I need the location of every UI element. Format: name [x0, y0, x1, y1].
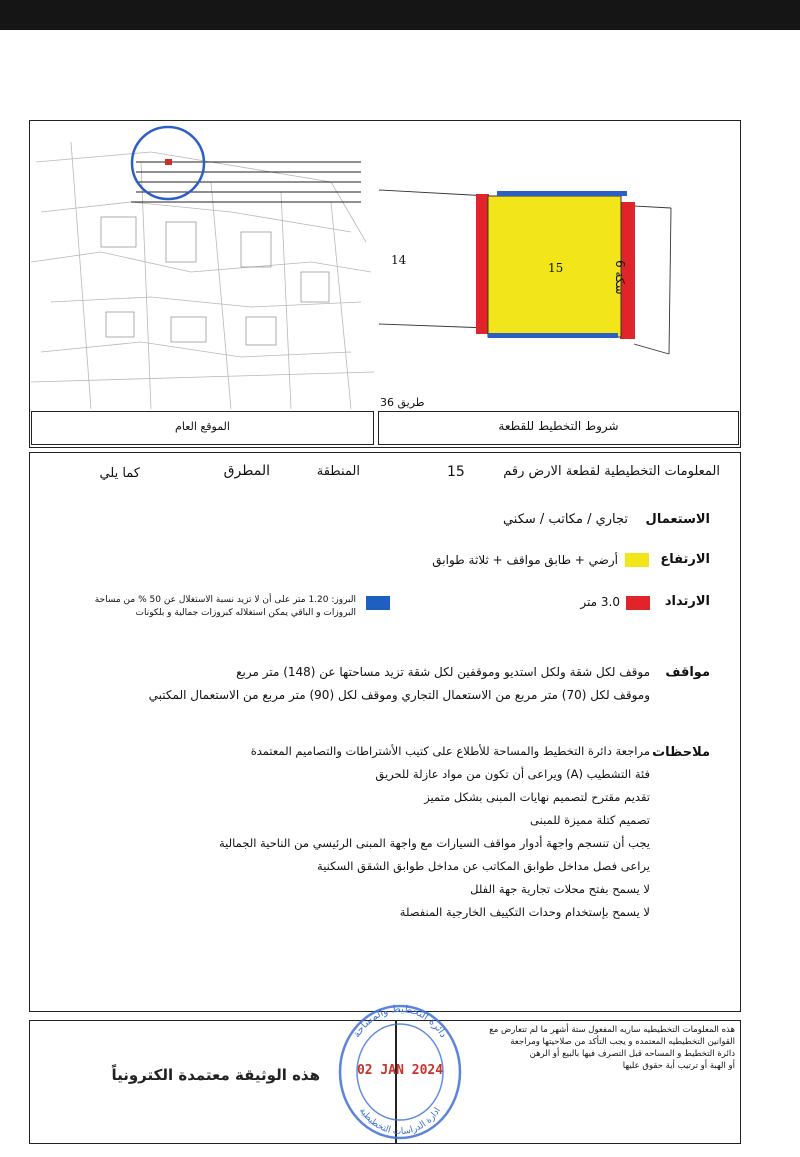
note-item: لا يسمح بإستخدام وحدات التكييف الخارجية المنفصلة: [399, 905, 650, 919]
height-swatch: [625, 553, 649, 567]
setback-label: الارتداد: [664, 594, 710, 609]
neighbor-boundary-bottom: [379, 324, 489, 328]
neighbor-boundary-top: [379, 190, 489, 196]
as-follows-label: كما يلي: [99, 466, 140, 481]
projection-swatch: [366, 596, 390, 610]
site-map-caption: الموقع العام: [175, 420, 230, 433]
usage-value: تجاري / مكاتب / سكني: [502, 512, 628, 527]
setback-left: [476, 194, 489, 334]
area-value: المطرق: [223, 463, 270, 479]
disclaimer-line: دائرة التخطيط و المساحه قبل التصرف فيها بالبيع أو الرهن: [529, 1049, 735, 1059]
street-edge: [634, 206, 671, 208]
plot-caption: شروط التخطيط للقطعة: [498, 419, 619, 433]
certified-note: هذه الوثيقة معتمدة الكترونياً: [111, 1066, 320, 1084]
projection-line-2: البروزات و الباقي يمكن استغلاله كبروزات جمالية و بلكونات: [135, 608, 356, 618]
note-item: تقديم مقترح لتصميم نهايات المبنى بشكل متميز: [424, 790, 650, 804]
neighbor-plot-label: 14: [391, 253, 407, 267]
note-item: تصميم كتلة مميزة للمبنى: [530, 813, 650, 827]
note-item: مراجعة دائرة التخطيط والمساحة للأطلاع على كتيب الأشتراطات والتصاميم المعتمدة: [250, 744, 650, 758]
notes-list: [150, 744, 650, 928]
road-label: طريق 36: [380, 396, 425, 409]
stamp-date: 02 JAN 2024: [356, 1063, 444, 1078]
setback-swatch: [626, 596, 650, 610]
note-item: لا يسمح بفتح محلات تجارية جهة الفلل: [470, 882, 650, 896]
projection-top: [497, 191, 627, 196]
info-title: المعلومات التخطيطية لقطعة الارض رقم: [503, 464, 720, 479]
site-map-drawing: [31, 122, 374, 409]
parking-label: مواقف: [665, 665, 710, 680]
usage-label: الاستعمال: [645, 512, 710, 527]
scan-top-bar: [0, 0, 800, 30]
street-edge-bottom: [634, 344, 669, 354]
plot-number-label: 15: [548, 261, 564, 275]
setback-value: 3.0 متر: [580, 595, 620, 609]
height-value: أرضي + طابق مواقف + ثلاثة طوابق: [432, 553, 618, 567]
stamp-ring-bottom-text: ادارة الدراسات التخطيطية: [356, 1106, 444, 1138]
note-item: يراعى فصل مداخل طوابق المكاتب عن مداخل طوابق الشقق السكنية: [317, 859, 650, 873]
official-stamp: [335, 1000, 465, 1140]
area-label: المنطقة: [316, 464, 360, 479]
parking-line-1: موقف لكل شقة ولكل استديو وموقفين لكل شقة تزيد مساحتها عن (148) متر مربع: [236, 665, 650, 679]
parking-line-2: وموقف لكل (70) متر مربع من الاستعمال التجاري وموقف لكل (90) متر مربع من الاستعمال المكتبي: [148, 688, 650, 702]
disclaimer-line: أو الهبة أو ترتيب أية حقوق عليها: [622, 1061, 735, 1071]
note-item: يجب أن تنسجم واجهة أدوار مواقف السيارات مع واجهة المبنى الرئيسي من الناحية الجمالية: [218, 836, 650, 850]
disclaimer-line: هذه المعلومات التخطيطيه ساريه المفعول ستة أشهر ما لم تتعارض مع: [489, 1025, 735, 1035]
projection-text: [70, 594, 356, 620]
projection-line-1: البروز: 1.20 متر على أن لا تزيد نسبة الاستغلال عن 50 % من مساحة: [94, 595, 356, 605]
projection-bottom: [488, 333, 618, 338]
note-item: فئة التشطيب (A) ويراعى أن تكون من مواد عازلة للحريق: [375, 767, 650, 781]
info-frame: [29, 452, 741, 1012]
info-plot-number: 15: [447, 464, 465, 480]
height-label: الارتفاع: [660, 552, 710, 567]
stamp-ring-top-text: دائرة التخطيط والمساحة: [351, 1003, 449, 1040]
site-map-panel: [31, 122, 374, 409]
street-edge-vertical: [669, 208, 671, 354]
disclaimer-line: القوانين التخطيطيه المعتمده و يجب التأكد من صلاحيتها ومراجعة: [510, 1037, 735, 1047]
notes-label: ملاحظات: [652, 745, 710, 760]
street-label: سكة 6: [613, 260, 627, 295]
